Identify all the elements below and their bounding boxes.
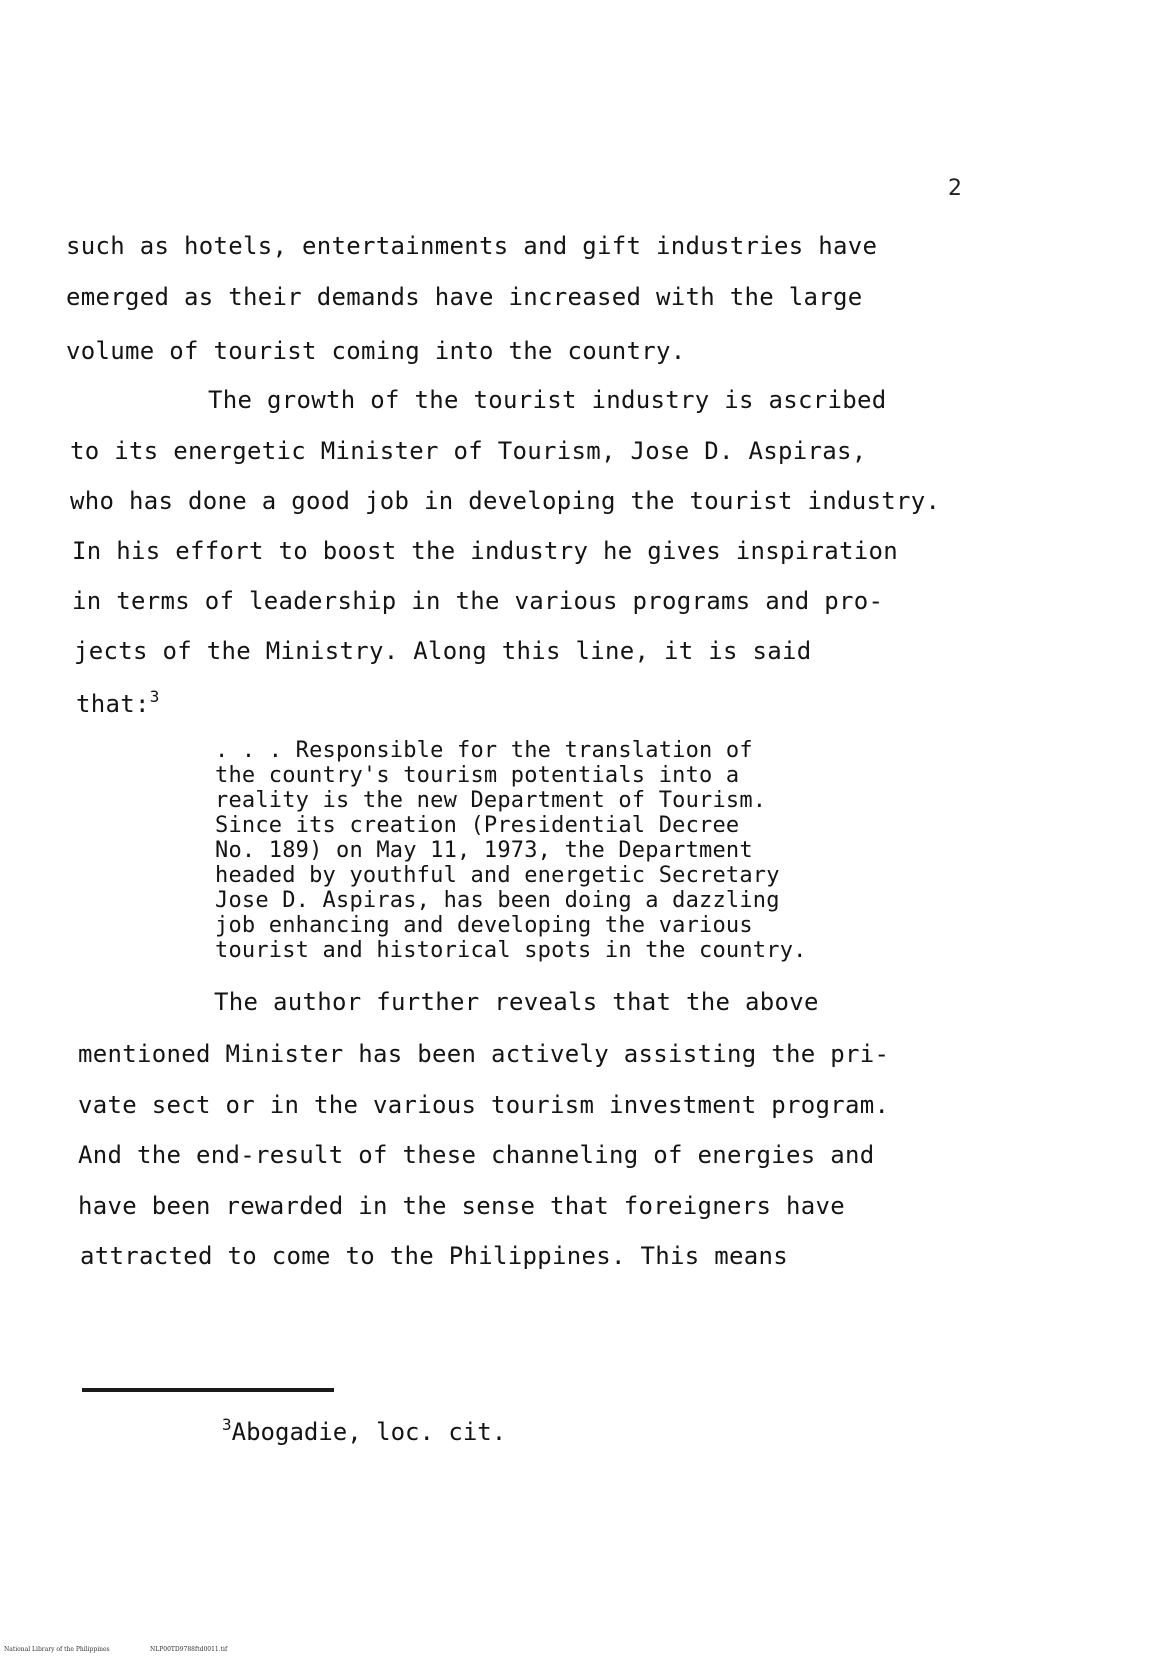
quote-line: Jose D. Aspiras, has been doing a dazzling — [215, 888, 780, 913]
footnote-reference: 3 — [149, 687, 160, 706]
paragraph-line: mentioned Minister has been actively assisting the pri- — [78, 1040, 890, 1068]
paragraph-line: In his effort to boost the industry he gives inspiration — [72, 537, 898, 565]
paragraph-line: attracted to come to the Philippines. This means — [80, 1242, 788, 1270]
scan-filename: NLP00TD9788ftd0011.tif — [150, 1646, 228, 1653]
paragraph-line: volume of tourist coming into the country. — [66, 337, 686, 365]
quote-line: the country's tourism potentials into a — [215, 763, 740, 788]
quote-line: job enhancing and developing the various — [215, 913, 753, 938]
quote-line: reality is the new Department of Tourism. — [215, 788, 767, 813]
paragraph-line: have been rewarded in the sense that foreigners have — [78, 1192, 845, 1220]
paragraph-line: emerged as their demands have increased with the large — [66, 283, 863, 311]
paragraph-line: such as hotels, entertainments and gift industries have — [66, 232, 878, 260]
footnote — [222, 1415, 507, 1446]
quote-line: . . . Responsible for the translation of — [215, 738, 753, 763]
paragraph-line: who has done a good job in developing the tourist industry. — [70, 487, 941, 515]
paragraph-text: that: — [76, 690, 150, 718]
quote-line: Since its creation (Presidential Decree — [215, 813, 740, 838]
paragraph-line: vate sect or in the various tourism investment program. — [78, 1091, 890, 1119]
paragraph-line — [76, 687, 160, 718]
footnote-divider — [82, 1388, 334, 1392]
paragraph-line: to its energetic Minister of Tourism, Jose D. Aspiras, — [70, 437, 867, 465]
quote-line: headed by youthful and energetic Secretary — [215, 863, 780, 888]
quote-line: tourist and historical spots in the country. — [215, 938, 807, 963]
paragraph-line: in terms of leadership in the various programs and pro- — [72, 587, 884, 615]
paragraph-line: The growth of the tourist industry is ascribed — [208, 386, 887, 414]
library-credit: National Library of the Philippines — [4, 1646, 110, 1653]
page-number: 2 — [948, 176, 962, 201]
quote-line: No. 189) on May 11, 1973, the Department — [215, 838, 753, 863]
paragraph-line: And the end-result of these channeling of energies and — [78, 1141, 875, 1169]
paragraph-line: jects of the Ministry. Along this line, it is said — [74, 637, 812, 665]
paragraph-line: The author further reveals that the above — [214, 988, 819, 1016]
footnote-marker: 3 — [222, 1415, 232, 1434]
footnote-text: Abogadie, loc. cit. — [231, 1418, 507, 1446]
